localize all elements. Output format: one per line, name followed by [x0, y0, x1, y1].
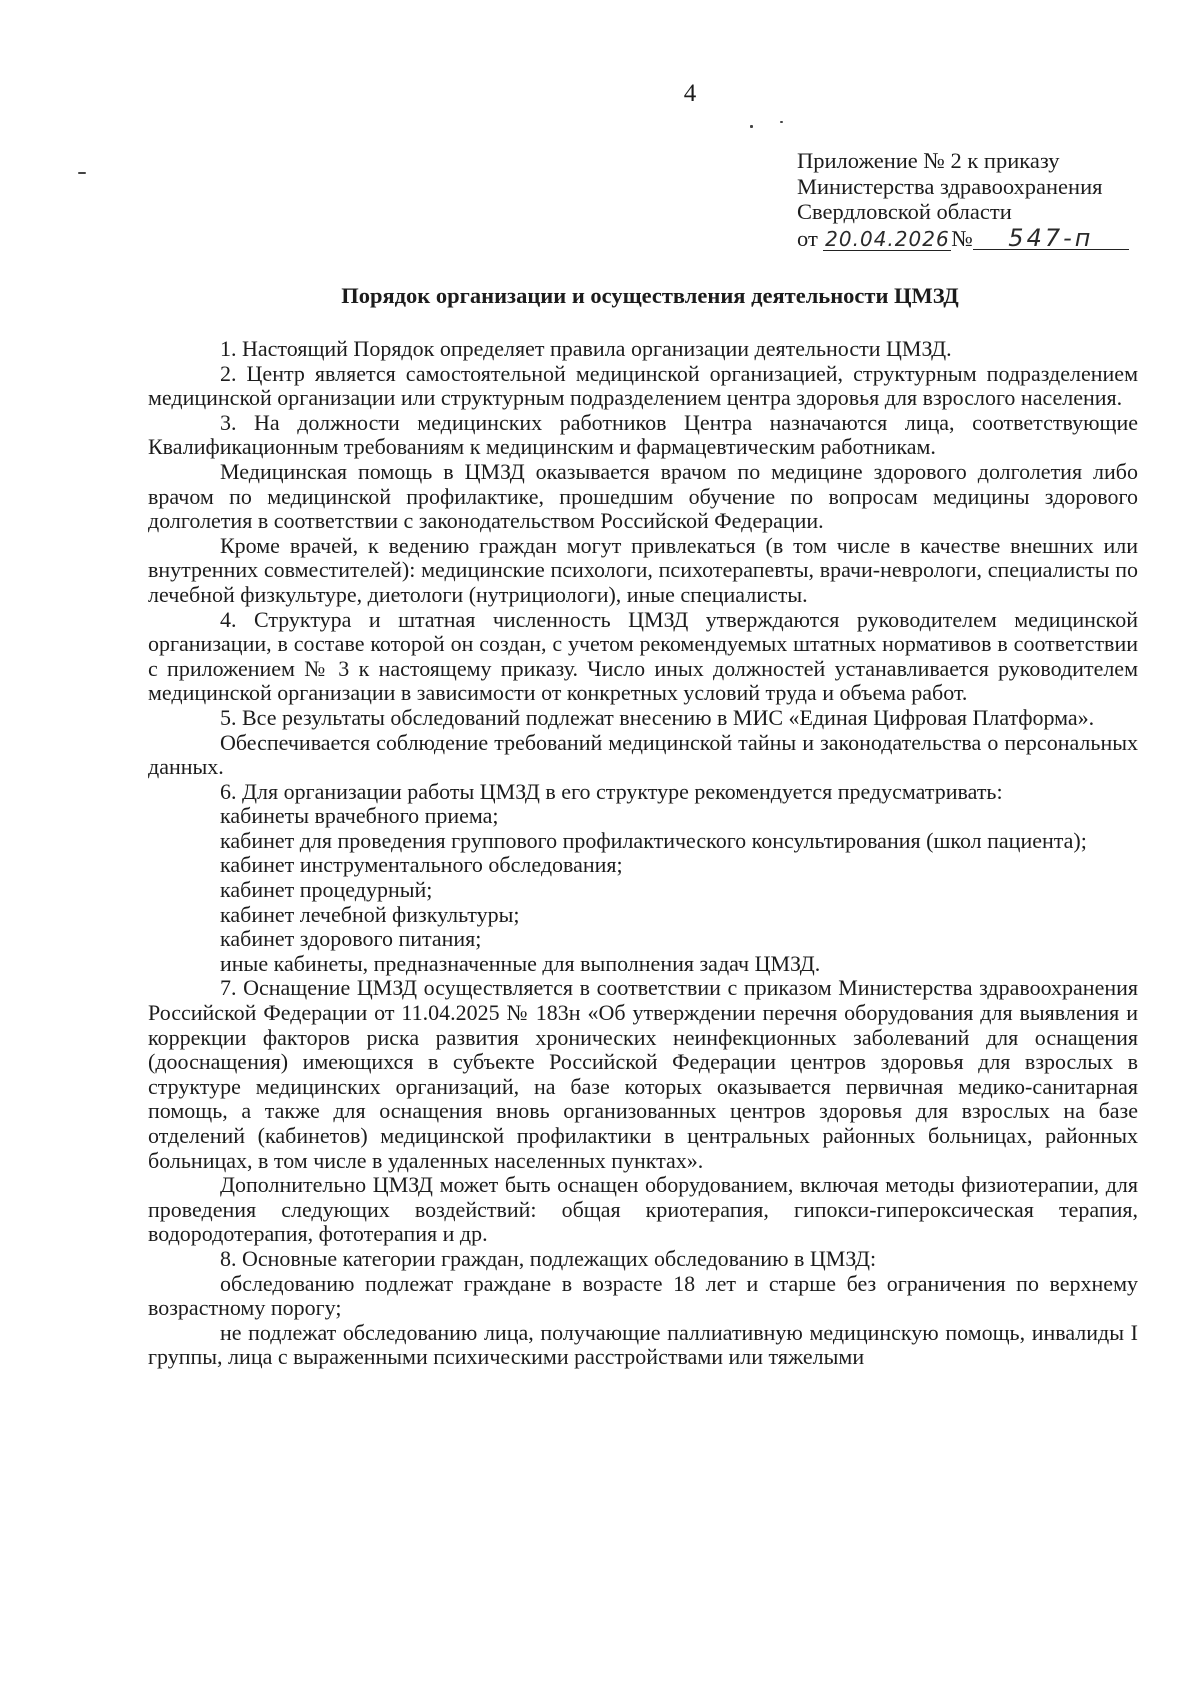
paragraph: Медицинская помощь в ЦМЗД оказывается врачом по медицине здорового долголетия либо врачом по медицинской профилактике, прошедшим обучение по вопросам медицины здорового долголетия в соответствии с законодательством Российской Федерации.	[148, 458, 1138, 534]
paragraph: 5. Все результаты обследований подлежат внесению в МИС «Единая Цифровая Платформа».	[220, 704, 1095, 730]
paragraph: 3. На должности медицинских работников Центра назначаются лица, соответствующие Квалификационным требованиям к медицинским и фармацевтическим работникам.	[148, 409, 1138, 460]
paragraph: 2. Центр является самостоятельной медицинской организацией, структурным подразделением медицинской организации или структурным подразделением центра здоровья для взрослого населения.	[148, 360, 1138, 411]
scan-speck	[780, 121, 783, 123]
list-item: кабинет здорового питания;	[220, 926, 482, 952]
annex-line-1: Приложение № 2 к приказу	[797, 148, 1060, 173]
annex-block	[797, 148, 1157, 251]
list-item: обследованию подлежат граждане в возрасте 18 лет и старше без ограничения по верхнему возрастному порогу;	[148, 1270, 1138, 1321]
scan-speck	[750, 125, 753, 128]
paragraph: 6. Для организации работы ЦМЗД в его структуре рекомендуется предусматривать:	[220, 778, 1003, 804]
paragraph: 1. Настоящий Порядок определяет правила организации деятельности ЦМЗД.	[220, 336, 952, 361]
annex-line-3: Свердловской области	[797, 199, 1012, 224]
annex-date-number-line	[797, 223, 1157, 252]
scan-speck	[78, 172, 86, 174]
document-body	[148, 337, 1138, 1370]
paragraph: Кроме врачей, к ведению граждан могут привлекаться (в том числе в качестве внешних или внутренних совместителей): медицинские психологи, психотерапевты, врачи-неврологи, специалисты по лечебной физкультуре, диетологи (нутрициологи), иные специалисты.	[148, 532, 1138, 607]
paragraph: Обеспечивается соблюдение требований медицинской тайны и законодательства о персональных данных.	[148, 729, 1138, 780]
list-item: не подлежат обследованию лица, получающие паллиативную медицинскую помощь, инвалиды I группы, лица с выраженными психическими расстройствами или тяжелыми	[148, 1319, 1138, 1370]
document-title: Порядок организации и осуществления деятельности ЦМЗД	[341, 283, 959, 308]
annex-line-2: Министерства здравоохранения	[797, 173, 1103, 199]
handwritten-number: 547-п	[973, 227, 1129, 250]
list-item: кабинет процедурный;	[220, 877, 433, 903]
list-item: кабинет инструментального обследования;	[220, 852, 623, 878]
list-item: кабинеты врачебного приема;	[220, 803, 499, 829]
paragraph: 8. Основные категории граждан, подлежащих обследованию в ЦМЗД:	[220, 1245, 877, 1271]
handwritten-date: 20.04.2026	[825, 226, 950, 251]
list-item: иные кабинеты, предназначенные для выполнения задач ЦМЗД.	[220, 950, 821, 976]
list-item: кабинет для проведения группового профилактического консультирования (школ пациента);	[220, 827, 1087, 853]
paragraph: 7. Оснащение ЦМЗД осуществляется в соответствии с приказом Министерства здравоохранения Российской Федерации от 11.04.2025 № 183н «Об утверждении перечня оборудования для выявления и коррекции факторов риска развития хронических неинфекционных заболеваний для оснащения (дооснащения) имеющихся в субъекте Российской Федерации центров здоровья для взрослых в структуре медицинских организаций, на базе которых оказывается первичная медико-санитарная помощь, а также для оснащения вновь организованных центров здоровья для взрослых на базе отделений (кабинетов) медицинской профилактики в центральных районных больницах, районных больницах, в том числе в удаленных населенных пунктах».	[148, 975, 1138, 1173]
paragraph: 4. Структура и штатная численность ЦМЗД утверждаются руководителем медицинской организации, в составе которой он создан, с учетом рекомендуемых штатных нормативов в соответствии с приложением № 3 к настоящему приказу. Число иных должностей устанавливается руководителем медицинской организации в зависимости от конкретных условий труда и объема работ.	[148, 606, 1138, 706]
paragraph: Дополнительно ЦМЗД может быть оснащен оборудованием, включая методы физиотерапии, для проведения следующих воздействий: общая криотерапия, гипокси-гипероксическая терапия, водородотерапия, фототерапия и др.	[148, 1172, 1138, 1247]
page-number: 4	[683, 80, 697, 107]
date-label: от	[797, 225, 818, 251]
list-item: кабинет лечебной физкультуры;	[220, 901, 520, 927]
number-label: №	[951, 225, 973, 251]
